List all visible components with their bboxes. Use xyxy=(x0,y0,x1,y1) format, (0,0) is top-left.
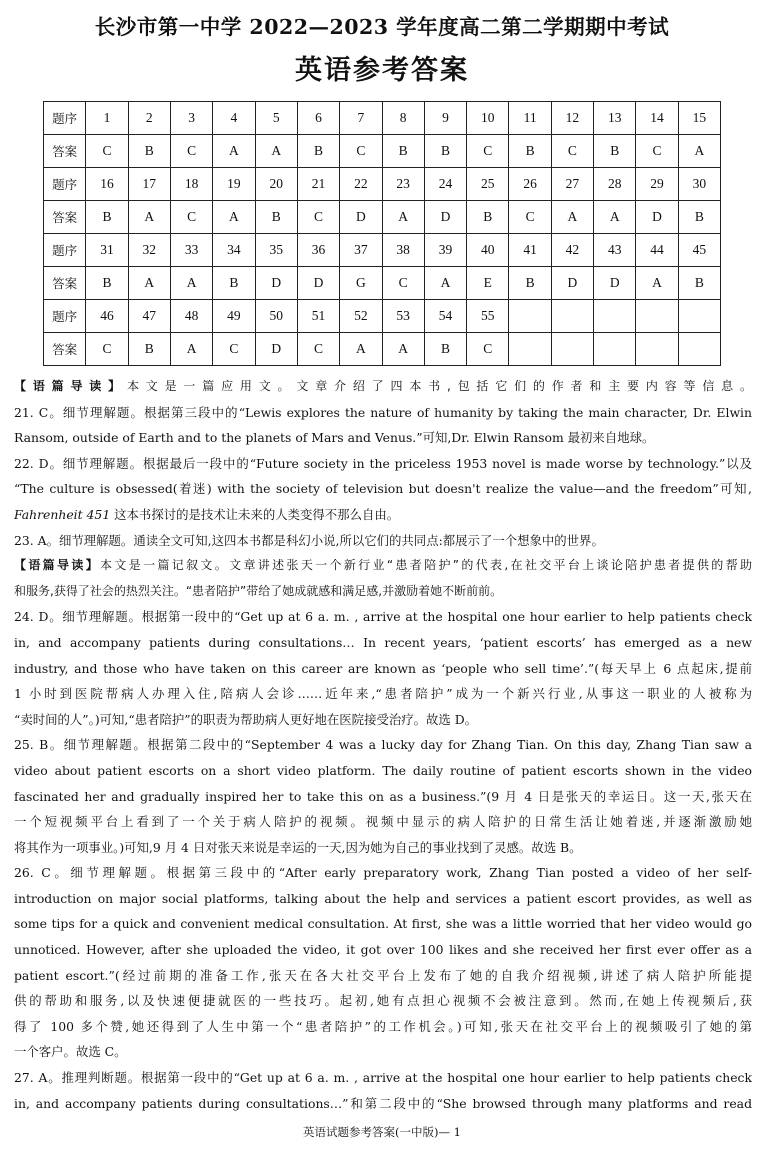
answer-row xyxy=(44,333,721,366)
table-cell: B xyxy=(594,135,636,168)
row-header-cell: 题序 xyxy=(44,300,86,333)
table-cell: B xyxy=(128,135,170,168)
table-cell: C xyxy=(382,267,424,300)
text-line: in, and accompany patients during consultations… In recent years, ‘patient escorts’ has emerged as a new xyxy=(14,634,752,650)
row-header-cell: 题序 xyxy=(44,168,86,201)
table-cell: C xyxy=(170,135,212,168)
table-cell: C xyxy=(86,135,128,168)
explanation-text xyxy=(14,374,752,1116)
table-cell: D xyxy=(594,267,636,300)
table-cell: A xyxy=(213,135,255,168)
table-cell: A xyxy=(424,267,466,300)
table-cell: 14 xyxy=(636,102,678,135)
table-cell: 44 xyxy=(636,234,678,267)
table-cell: 48 xyxy=(170,300,212,333)
text-line: 得了 100 多个赞,她还得到了人生中第一个“患者陪护”的工作机会。)可知,张天在社交平台上的视频吸引了她的第 xyxy=(14,1018,752,1034)
table-cell: 41 xyxy=(509,234,551,267)
table-cell: A xyxy=(594,201,636,234)
table-cell: 36 xyxy=(297,234,339,267)
table-cell: 21 xyxy=(297,168,339,201)
table-cell: 19 xyxy=(213,168,255,201)
table-cell: E xyxy=(467,267,509,300)
table-cell xyxy=(594,333,636,366)
table-cell: D xyxy=(297,267,339,300)
table-cell: D xyxy=(340,201,382,234)
table-cell xyxy=(509,333,551,366)
table-cell: 46 xyxy=(86,300,128,333)
table-cell xyxy=(594,300,636,333)
text-line: 1 小时到医院帮病人办理入住,陪病人会诊……近年来,“患者陪护”成为一个新兴行业,从事这一职业的人被称为 xyxy=(14,686,752,702)
text-line: unnoticed. However, after she uploaded the video, it got over 100 likes and she received her first ever offer as a xyxy=(14,942,752,958)
table-cell: D xyxy=(255,267,297,300)
text-line: 22. D。细节理解题。根据最后一段中的“Future society in the priceless 1953 novel is made worse by technology.”以及 xyxy=(14,455,752,471)
table-cell: B xyxy=(678,201,720,234)
table-cell xyxy=(678,333,720,366)
table-cell xyxy=(636,333,678,366)
passage-guide-label: 【语篇导读】 xyxy=(14,558,101,573)
answer-row xyxy=(44,267,721,300)
table-cell: 28 xyxy=(594,168,636,201)
page-footer: 英语试题参考答案(一中版)— 1 xyxy=(303,1125,461,1139)
table-cell: A xyxy=(213,201,255,234)
exam-title: 长沙市第一中学 2022—2023 学年度高二第二学期期中考试 xyxy=(94,15,670,39)
table-cell: 22 xyxy=(340,168,382,201)
table-cell: 30 xyxy=(678,168,720,201)
table-cell: B xyxy=(424,333,466,366)
text-line xyxy=(14,374,752,400)
answer-row xyxy=(44,135,721,168)
table-cell: B xyxy=(297,135,339,168)
table-cell: 25 xyxy=(467,168,509,201)
table-cell: 6 xyxy=(297,102,339,135)
table-cell: D xyxy=(424,201,466,234)
table-cell: G xyxy=(340,267,382,300)
text-line: patient escort.”(经过前期的准备工作,张天在各大社交平台上发布了她的自我介绍视频,讲述了病人陪护所能提 xyxy=(14,967,752,983)
table-cell: 13 xyxy=(594,102,636,135)
table-cell xyxy=(636,300,678,333)
text-line: 供的帮助和服务,以及快速便捷就医的一些技巧。起初,她有点担心视频不会被注意到。然而,在她上传视频后,获 xyxy=(14,993,752,1009)
table-cell: B xyxy=(424,135,466,168)
table-cell: 34 xyxy=(213,234,255,267)
table-cell: 45 xyxy=(678,234,720,267)
book-title: Fahrenheit 451 xyxy=(14,506,111,522)
text-line: 和服务,获得了社会的热烈关注。“患者陪护”带给了她成就感和满足感,并激励着她不断前前。 xyxy=(14,583,503,598)
table-cell: 40 xyxy=(467,234,509,267)
row-header-cell: 题序 xyxy=(44,234,86,267)
text-line: 21. C。细节理解题。根据第三段中的“Lewis explores the nature of humanity by taking the main character, Dr. Elwin xyxy=(14,404,752,420)
text-line: some tips for a quick and convenient medical consultation. At first, she was a little worried that her video would go xyxy=(14,916,752,932)
table-cell: 52 xyxy=(340,300,382,333)
table-cell: 11 xyxy=(509,102,551,135)
table-cell: 8 xyxy=(382,102,424,135)
table-cell: 47 xyxy=(128,300,170,333)
table-cell: C xyxy=(467,135,509,168)
table-cell: C xyxy=(297,333,339,366)
table-cell: A xyxy=(170,333,212,366)
table-cell: A xyxy=(170,267,212,300)
table-cell: A xyxy=(255,135,297,168)
text-line: 26. C。细节理解题。根据第三段中的“After early preparatory work, Zhang Tian posted a video of her self- xyxy=(14,865,752,881)
table-cell: A xyxy=(551,201,593,234)
text-line: 一个短视频平台上看到了一个关于病人陪护的视频。视频中显示的病人陪护的日常生活让她着迷,并逐渐激励她 xyxy=(14,814,752,830)
text-line: Ransom, outside of Earth and to the planets of Mars and Venus.”可知,Dr. Elwin Ransom 最初来自地球。 xyxy=(14,430,655,446)
table-cell: 23 xyxy=(382,168,424,201)
table-cell: 33 xyxy=(170,234,212,267)
text-line: video about patient escorts on a short video platform. The daily routine of patient escorts shown in the video xyxy=(14,762,752,778)
table-cell: 29 xyxy=(636,168,678,201)
text-line: 27. A。推理判断题。根据第一段中的“Get up at 6 a. m. , arrive at the hospital one hour earlier to help patients check xyxy=(14,1070,752,1086)
table-cell: C xyxy=(636,135,678,168)
text-line: industry, and those who have taken on this career are known as ‘people who sell time’.”(每天早上 6 点起床,提前 xyxy=(14,660,752,676)
table-cell: B xyxy=(255,201,297,234)
table-cell: 53 xyxy=(382,300,424,333)
table-cell: 42 xyxy=(551,234,593,267)
table-cell: B xyxy=(86,201,128,234)
table-cell: D xyxy=(636,201,678,234)
table-cell: 12 xyxy=(551,102,593,135)
text-line: fascinated her and gradually inspired her to take this on as a business.”(9 月 4 日是张天的幸运日。这一天,张天在 xyxy=(14,788,752,804)
table-cell: B xyxy=(86,267,128,300)
question-number-row xyxy=(44,300,721,333)
table-cell: 55 xyxy=(467,300,509,333)
row-header-cell: 答案 xyxy=(44,267,86,300)
table-cell: 7 xyxy=(340,102,382,135)
table-cell: 43 xyxy=(594,234,636,267)
table-cell: 24 xyxy=(424,168,466,201)
answer-table xyxy=(43,101,721,366)
table-cell xyxy=(509,300,551,333)
table-cell: 15 xyxy=(678,102,720,135)
passage-guide-text: 本文是一篇记叙文。文章讲述张天一个新行业“患者陪护”的代表,在社交平台上谈论陪护患者提供的帮助 xyxy=(100,558,752,573)
table-cell: 1 xyxy=(86,102,128,135)
table-cell: C xyxy=(467,333,509,366)
question-number-row xyxy=(44,234,721,267)
table-cell: 54 xyxy=(424,300,466,333)
table-cell: C xyxy=(297,201,339,234)
row-header-cell: 答案 xyxy=(44,135,86,168)
table-cell: 49 xyxy=(213,300,255,333)
table-cell: 26 xyxy=(509,168,551,201)
table-cell: 5 xyxy=(255,102,297,135)
table-cell: A xyxy=(128,267,170,300)
table-cell: B xyxy=(467,201,509,234)
table-cell: A xyxy=(340,333,382,366)
table-cell: 9 xyxy=(424,102,466,135)
table-cell: B xyxy=(678,267,720,300)
table-cell: D xyxy=(551,267,593,300)
table-cell: B xyxy=(382,135,424,168)
table-cell: 39 xyxy=(424,234,466,267)
table-cell: A xyxy=(382,201,424,234)
row-header-cell: 答案 xyxy=(44,333,86,366)
table-cell: C xyxy=(213,333,255,366)
text-line: 25. B。细节理解题。根据第二段中的“September 4 was a lucky day for Zhang Tian. On this day, Zhang Tian saw a xyxy=(14,737,752,753)
table-cell: 50 xyxy=(255,300,297,333)
table-cell: 27 xyxy=(551,168,593,201)
text-line: 将其作为一项事业。)可知,9 月 4 日对张天来说是幸运的一天,因为她为自己的事业找到了灵感。故选 B。 xyxy=(14,839,582,855)
table-cell: A xyxy=(678,135,720,168)
text-line: 23. A。细节理解题。通读全文可知,这四本书都是科幻小说,所以它们的共同点:都展示了一个想象中的世界。 xyxy=(14,532,604,548)
text-line: in, and accompany patients during consultations…”和第二段中的“She browsed through many platforms and read xyxy=(14,1095,752,1111)
row-header-cell: 答案 xyxy=(44,201,86,234)
table-cell: C xyxy=(170,201,212,234)
text-line: 一个客户。故选 C。 xyxy=(14,1044,127,1060)
table-cell: 31 xyxy=(86,234,128,267)
passage-guide-text: 本文是一篇应用文。文章介绍了四本书,包括它们的作者和主要内容等信息。 xyxy=(126,379,752,393)
question-number-row xyxy=(44,168,721,201)
text-line xyxy=(14,553,752,579)
table-cell: C xyxy=(509,201,551,234)
table-cell: 38 xyxy=(382,234,424,267)
table-cell: A xyxy=(128,201,170,234)
table-cell xyxy=(551,300,593,333)
table-cell: B xyxy=(128,333,170,366)
table-cell: 20 xyxy=(255,168,297,201)
line-text: 这本书探讨的是技术让未来的人类变得不那么自由。 xyxy=(110,506,400,522)
table-cell: C xyxy=(551,135,593,168)
table-cell: 2 xyxy=(128,102,170,135)
table-cell: 32 xyxy=(128,234,170,267)
text-line xyxy=(14,502,752,528)
table-cell: 18 xyxy=(170,168,212,201)
table-cell: 3 xyxy=(170,102,212,135)
text-line: introduction on major social platforms, talking about the help and services a patient escort provides, as well as xyxy=(14,890,752,906)
answer-row xyxy=(44,201,721,234)
table-cell: A xyxy=(636,267,678,300)
table-cell: C xyxy=(86,333,128,366)
table-cell xyxy=(678,300,720,333)
table-cell: 37 xyxy=(340,234,382,267)
question-number-row xyxy=(44,102,721,135)
table-cell: 35 xyxy=(255,234,297,267)
table-cell: 51 xyxy=(297,300,339,333)
table-cell: B xyxy=(509,135,551,168)
passage-guide-label: 【语篇导读】 xyxy=(14,379,127,393)
table-cell: A xyxy=(382,333,424,366)
table-cell: C xyxy=(340,135,382,168)
table-cell: 10 xyxy=(467,102,509,135)
table-cell: B xyxy=(213,267,255,300)
table-cell: 4 xyxy=(213,102,255,135)
table-cell: B xyxy=(509,267,551,300)
table-cell: D xyxy=(255,333,297,366)
answer-key-title: 英语参考答案 xyxy=(295,55,469,86)
table-cell: 17 xyxy=(128,168,170,201)
row-header-cell: 题序 xyxy=(44,102,86,135)
table-cell: 16 xyxy=(86,168,128,201)
text-line: “卖时间的人”。)可知,“患者陪护”的职责为帮助病人更好地在医院接受治疗。故选 D。 xyxy=(14,711,478,727)
text-line: 24. D。细节理解题。根据第一段中的“Get up at 6 a. m. , arrive at the hospital one hour earlier to help patients check xyxy=(14,609,752,625)
table-cell xyxy=(551,333,593,366)
text-line: “The culture is obsessed(着迷) with the society of television but doesn't realize the value—and the freedom”可知, xyxy=(14,481,752,497)
